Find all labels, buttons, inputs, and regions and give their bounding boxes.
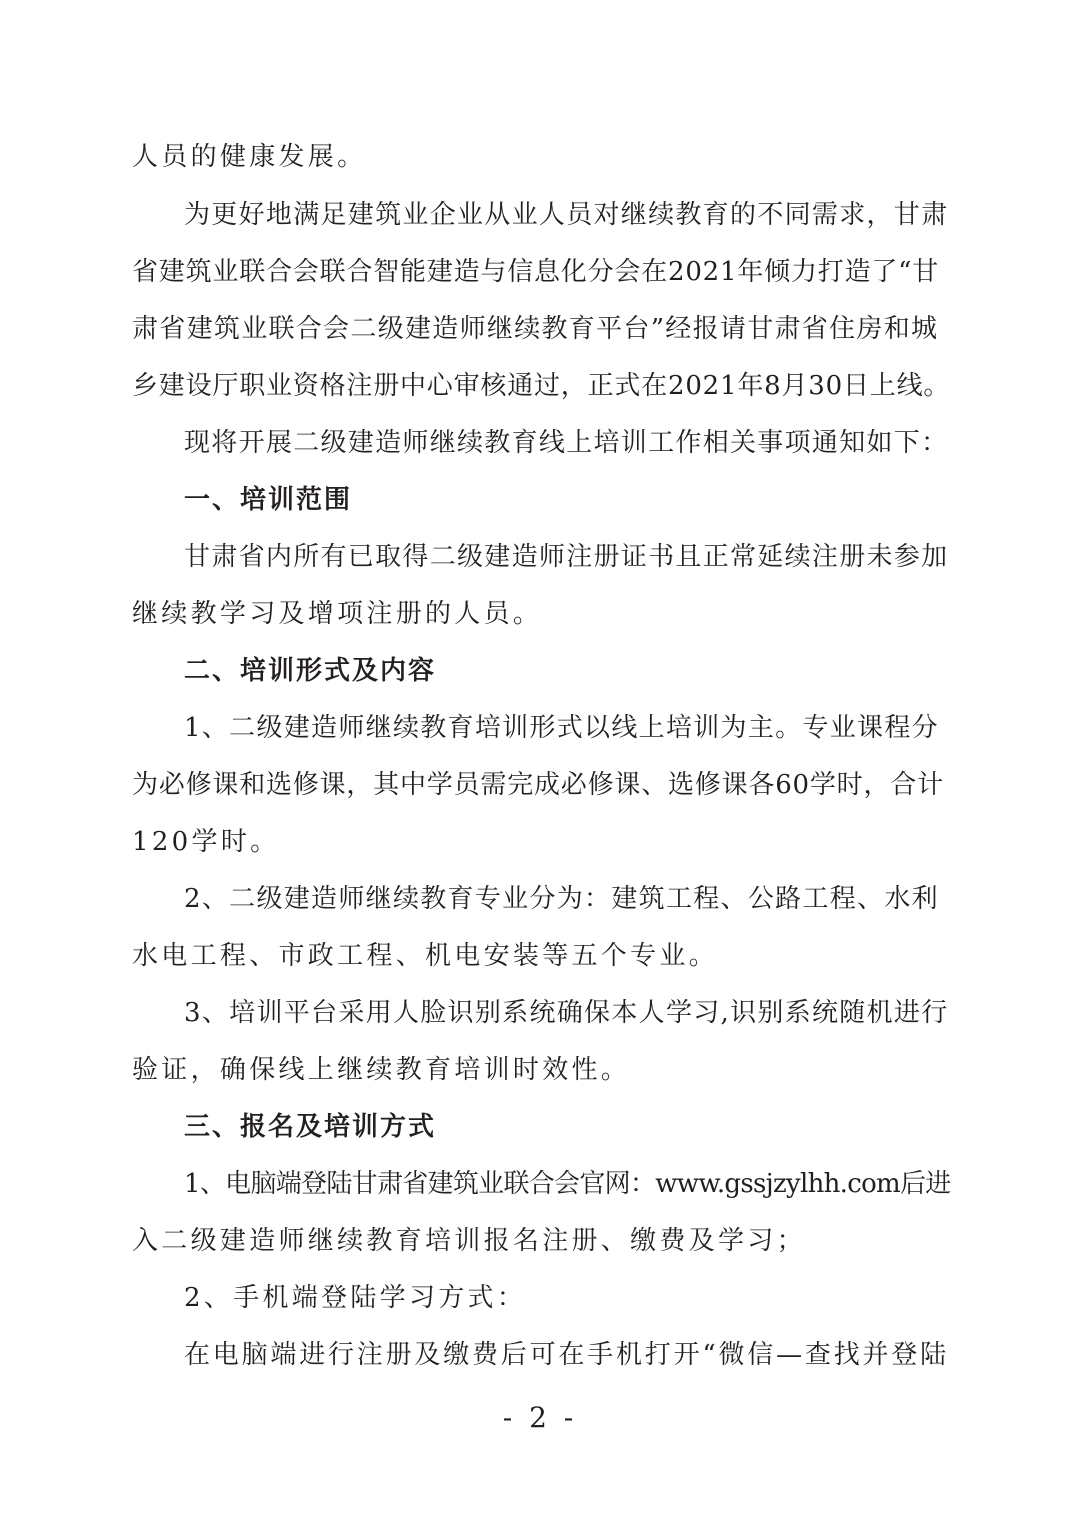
paragraph-line: 120学时。 (132, 827, 280, 857)
paragraph-line: 为更好地满足建筑业企业从业人员对继续教育的不同需求，甘肃 (184, 200, 949, 230)
paragraph-line: 1、二级建造师继续教育培训形式以线上培训为主。专业课程分 (184, 713, 939, 743)
paragraph-line: 入二级建造师继续教育培训报名注册、缴费及学习； (132, 1226, 806, 1256)
paragraph-line: 继续教学习及增项注册的人员。 (132, 599, 543, 629)
paragraph-line: 肃省建筑业联合会二级建造师继续教育平台”经报请甘肃省住房和城 (132, 314, 939, 344)
paragraph-line: 验证，确保线上继续教育培训时效性。 (132, 1055, 631, 1085)
paragraph-line: 2、二级建造师继续教育专业分为：建筑工程、公路工程、水利 (184, 884, 939, 914)
paragraph-line: 水电工程、市政工程、机电安装等五个专业。 (132, 941, 719, 971)
section-heading-format: 二、培训形式及内容 (184, 656, 437, 686)
paragraph-line: 甘肃省内所有已取得二级建造师注册证书且正常延续注册未参加 (184, 542, 949, 572)
paragraph-line: 3、培训平台采用人脸识别系统确保本人学习,识别系统随机进行 (184, 998, 949, 1028)
section-heading-registration: 三、报名及培训方式 (184, 1112, 437, 1142)
paragraph-line: 为必修课和选修课，其中学员需完成必修课、选修课各60学时，合计 (132, 770, 944, 800)
paragraph-line: 人员的健康发展。 (132, 142, 367, 172)
paragraph-line: 在电脑端进行注册及缴费后可在手机打开“微信—查找并登陆 (184, 1340, 949, 1370)
page-number: - 2 - (502, 1401, 578, 1434)
paragraph-line: 2、手机端登陆学习方式： (184, 1283, 527, 1313)
paragraph-line: 现将开展二级建造师继续教育线上培训工作相关事项通知如下： (184, 428, 949, 458)
section-heading-scope: 一、培训范围 (184, 485, 353, 515)
paragraph-line: 1、电脑端登陆甘肃省建筑业联合会官网：www.gssjzylhh.com后进 (184, 1169, 951, 1199)
paragraph-line: 省建筑业联合会联合智能建造与信息化分会在2021年倾力打造了“甘 (132, 257, 940, 287)
paragraph-line: 乡建设厅职业资格注册中心审核通过，正式在2021年8月30日上线。 (132, 371, 951, 401)
